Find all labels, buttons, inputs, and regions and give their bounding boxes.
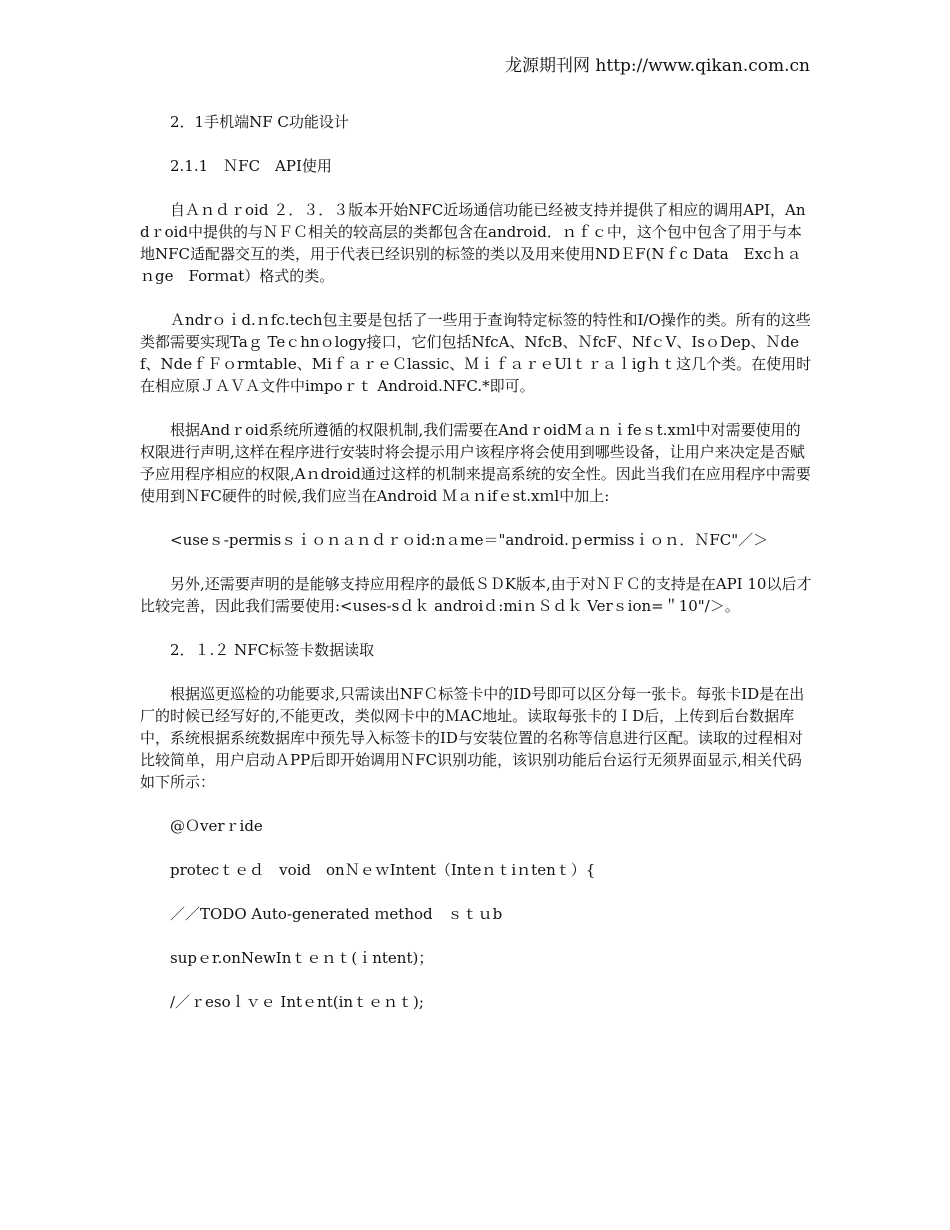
code-line: supｅr.onNewInｔｅｎｔ(ｉntent)； [170, 949, 434, 967]
body-paragraph: 自Ａｎｄｒoid ２．３．３版本开始NFC近场通信功能已经被支持并提供了相应的调用API，Andｒoid中提供的与ＮＦＣ相关的较高层的类都包含在android．ｎｆｃ中，这个包中包含了用于与本地NFC适配器交互的类，用于代表已经识别的标签的类以及用来使用NDＥF(Nｆc Data Excｈａｎge Forｍat）格式的类。 [140, 201, 806, 285]
body-paragraph: Ａndrｏｉd.ｎfc.tech包主要是包括了一些用于查询特定标签的特性和I/O操作的类。所有的这些类都需要实现Taｇ Teｃhnｏlogy接口，它们包括NfcA、NfcB、ＮfcF、NfｃV、IsｏDep、Ｎdef、NdeｆＦｏrmtable、MiｆａｒｅＣlassic、ＭｉｆａｒｅUlｔｒａｌigｈｔ这几个类。在使用时在相应原ＪＡＶＡ文件中impoｒｔ Android.NFC.*即可。 [140, 311, 812, 395]
body-paragraph: 另外,还需要声明的是能够支持应用程序的最低ＳＤK版本,由于对ＮＦＣ的支持是在API 10以后才比较完善，因此我们需要使用:<uses-sｄｋ androiｄ:miｎＳｄｋ Verｓion=＂10"/＞。 [140, 575, 812, 615]
body-paragraph: 根据Andｒoid系统所遵循的权限机制,我们需要在AndｒoidMａｎｉfeｓt.xｍl中对需要使用的权限进行声明,这样在程序进行安装时将会提示用户该程序将会使用到哪些设备，让用户来决定是否赋予应用程序相应的权限,Aｎdroid通过这样的机制来提高系统的安全性。因此当我们在应用程序中需要使用到ＮFC硬件的时候,我们应当在Android Ｍａｎifｅst.xｍl中加上: [140, 421, 811, 505]
subsection-heading: 2.1.1 ＮFC API使用 [170, 157, 332, 175]
body-paragraph: 根据巡更巡检的功能要求,只需读出NFＣ标签卡中的ID号即可以区分每一张卡。每张卡ID是在出厂的时候已经写好的,不能更改，类似网卡中的ＭAC地址。读取每张卡的ＩD后，上传到后台数据库中，系统根据系统数据库中预先导入标签卡的ID与安装位置的名称等信息进行区配。读取的过程相对比较简单，用户启动ＡPP后即开始调用ＮFC识别功能，该识别功能后台运行无须界面显示,相关代码如下所示： [140, 685, 805, 791]
code-line: @Ｏverｒide [170, 817, 263, 835]
code-line: <useｓ-permisｓｉｏｎａｎｄｒｏid:nａme＝"android.ｐermissｉｏｎ．ＮFC"／＞ [170, 531, 769, 549]
page-header-source: 龙源期刊网 http://www.qikan.com.cn [505, 56, 810, 76]
code-line: protecｔｅｄ void onＮｅｗIntent（Inteｎｔiｎtenｔ）{ [170, 861, 596, 879]
code-line: ／／TODO Auto-generated ｍethod ｓｔｕb [170, 905, 503, 923]
article-body [140, 111, 812, 1035]
subsection-heading: 2．１.２ NFC标签卡数据读取 [170, 641, 375, 659]
code-line: /／ｒesoｌｖｅ Intｅnt(inｔｅｎｔ); [170, 993, 424, 1011]
section-heading: 2．1手机端NF C功能设计 [170, 113, 349, 131]
